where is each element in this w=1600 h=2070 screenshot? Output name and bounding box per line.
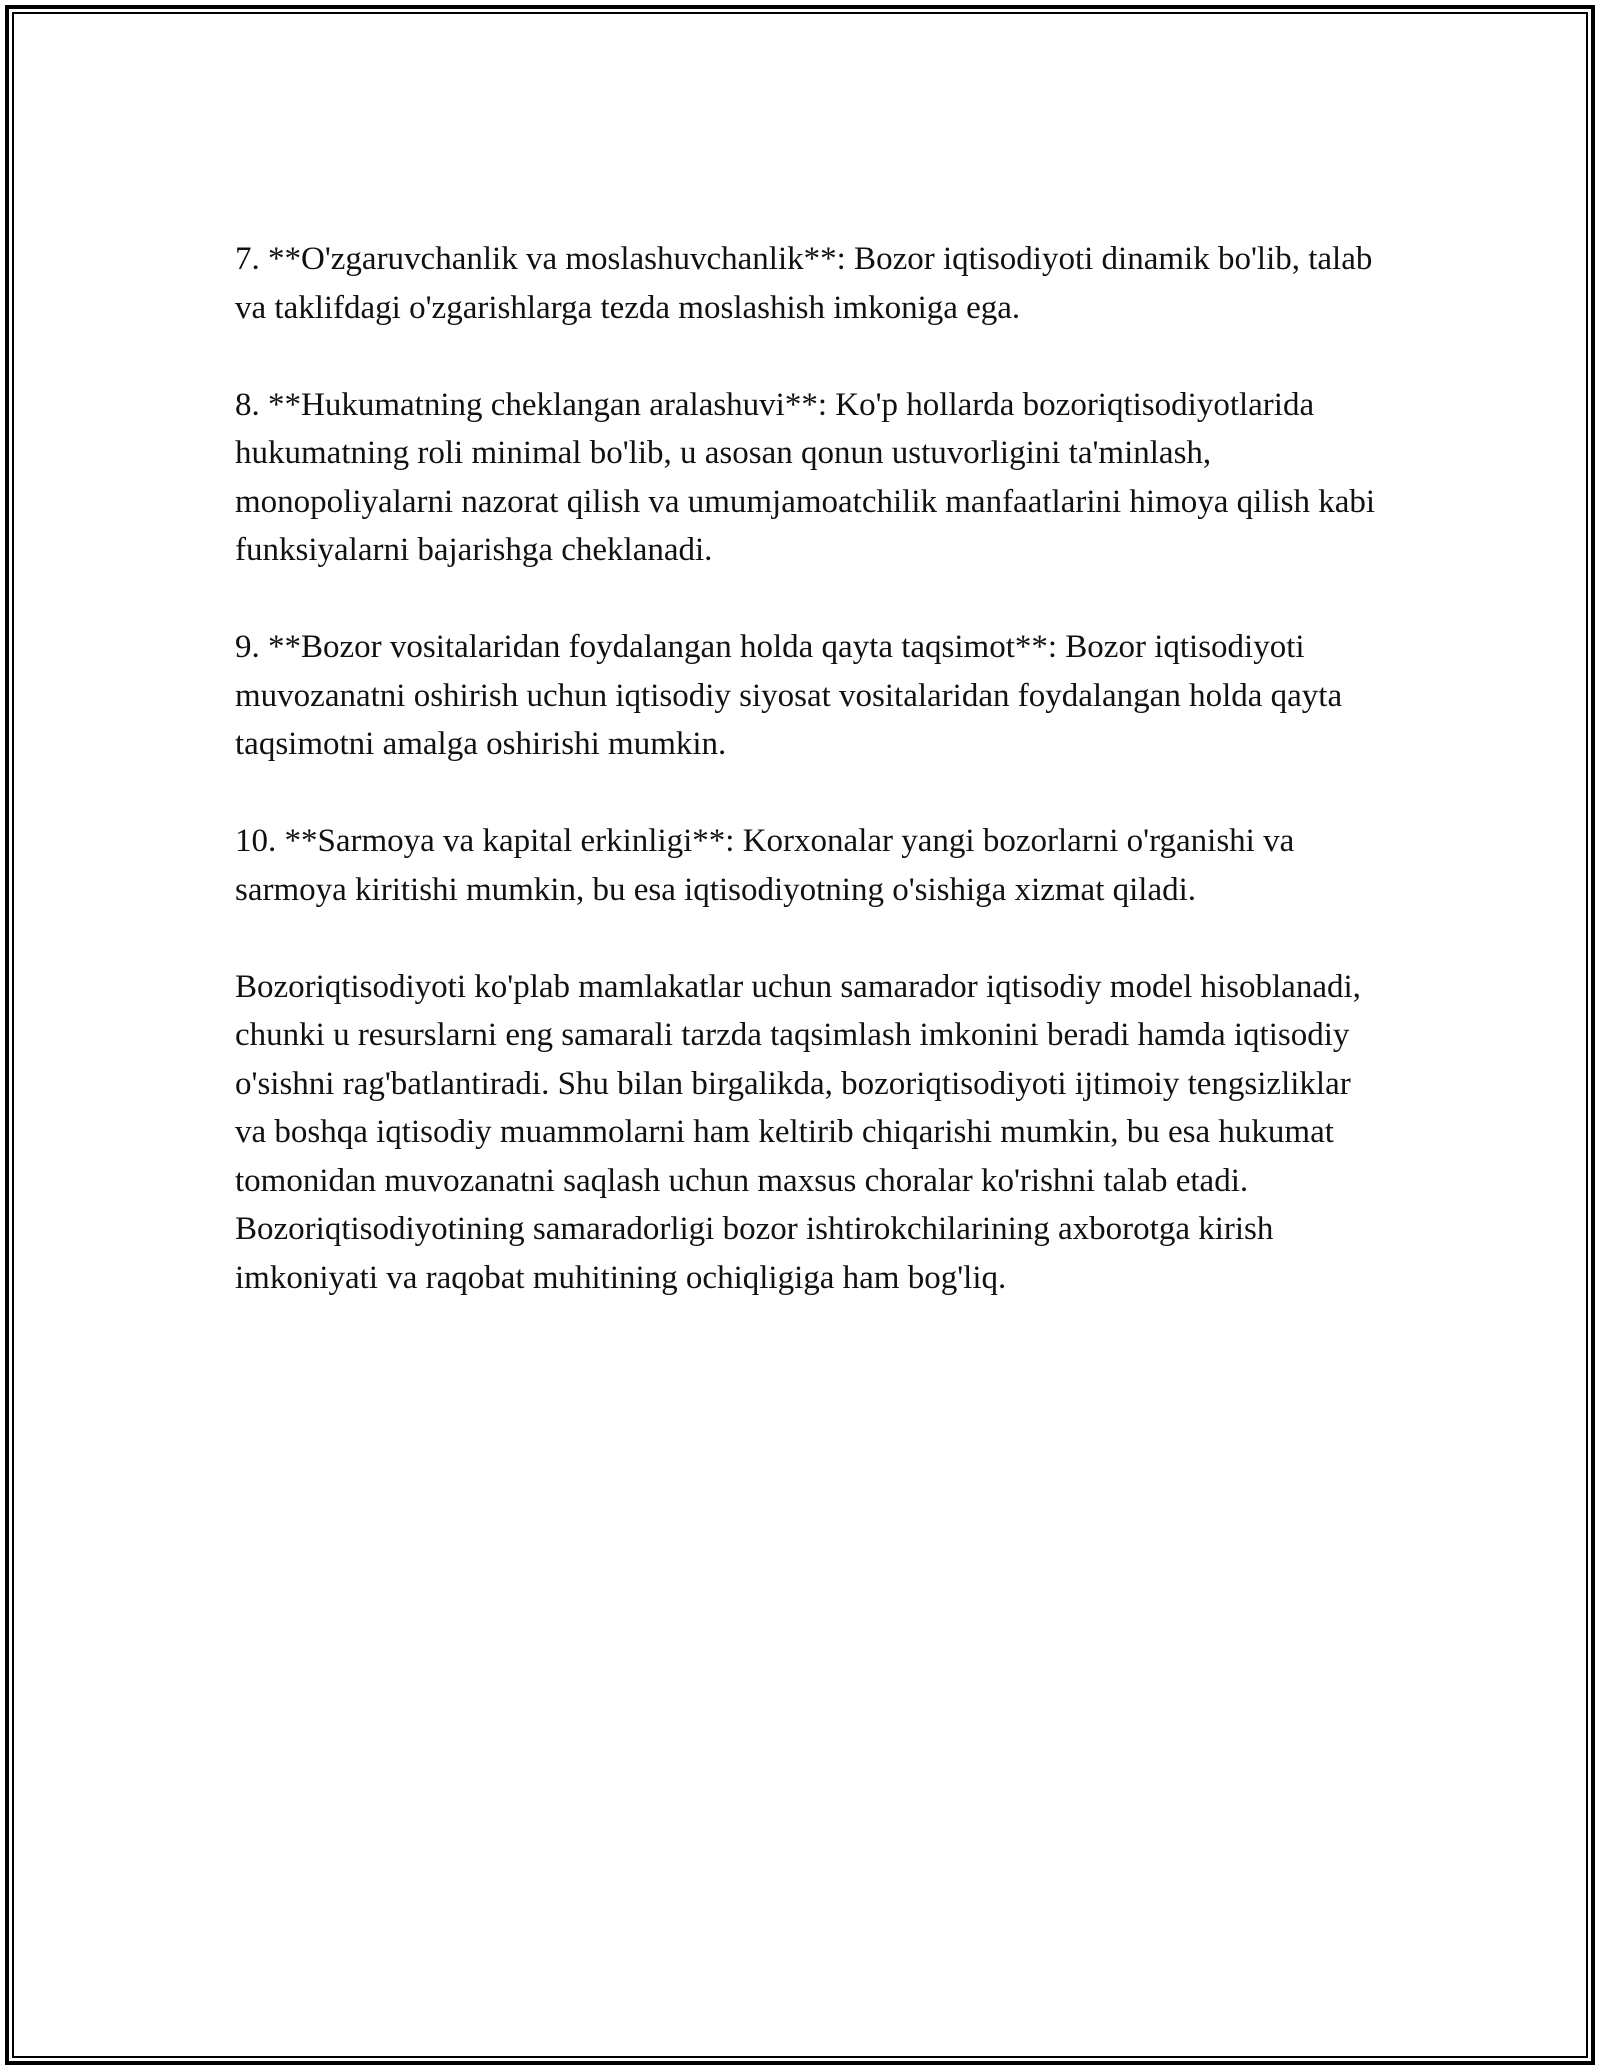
document-body <box>235 235 1385 1302</box>
paragraph-item-10: 10. **Sarmoya va kapital erkinligi**: Korxonalar yangi bozorlarni o'rganishi va sarmoya kiritishi mumkin, bu esa iqtisodiyotning o'sishiga xizmat qiladi. <box>235 823 1295 908</box>
paragraph-item-8: 8. **Hukumatning cheklangan aralashuvi**: Ko'p hollarda bozoriqtisodiyotlarida hukumatning roli minimal bo'lib, u asosan qonun ustuvorligini ta'minlash, monopoliyalarni nazorat qilish va umumjamoatchilik manfaatlarini himoya qilish kabi funksiyalarni bajarishga cheklanadi. <box>235 386 1376 568</box>
paragraph-conclusion: Bozoriqtisodiyoti ko'plab mamlakatlar uchun samarador iqtisodiy model hisoblanadi, chunki u resurslarni eng samarali tarzda taqsimlash imkonini beradi hamda iqtisodiy o'sishni rag'batlantiradi. Shu bilan birgalikda, bozoriqtisodiyoti ijtimoiy tengsizliklar va boshqa iqtisodiy muammolarni ham keltirib chiqarishi mumkin, bu esa hukumat tomonidan muvozanatni saqlash uchun maxsus choralar ko'rishni talab etadi. Bozoriqtisodiyotining samaradorligi bozor ishtirokchilarining axborotga kirish imkoniyati va raqobat muhitining ochiqligiga ham bog'liq. <box>235 968 1361 1296</box>
paragraph-item-9: 9. **Bozor vositalaridan foydalangan holda qayta taqsimot**: Bozor iqtisodiyoti muvozanatni oshirish uchun iqtisodiy siyosat vositalaridan foydalangan holda qayta taqsimotni amalga oshirishi mumkin. <box>235 629 1343 762</box>
paragraph-item-7: 7. **O'zgaruvchanlik va moslashuvchanlik**: Bozor iqtisodiyoti dinamik bo'lib, talab va taklifdagi o'zgarishlarga tezda moslashish imkoniga ega. <box>235 241 1373 326</box>
